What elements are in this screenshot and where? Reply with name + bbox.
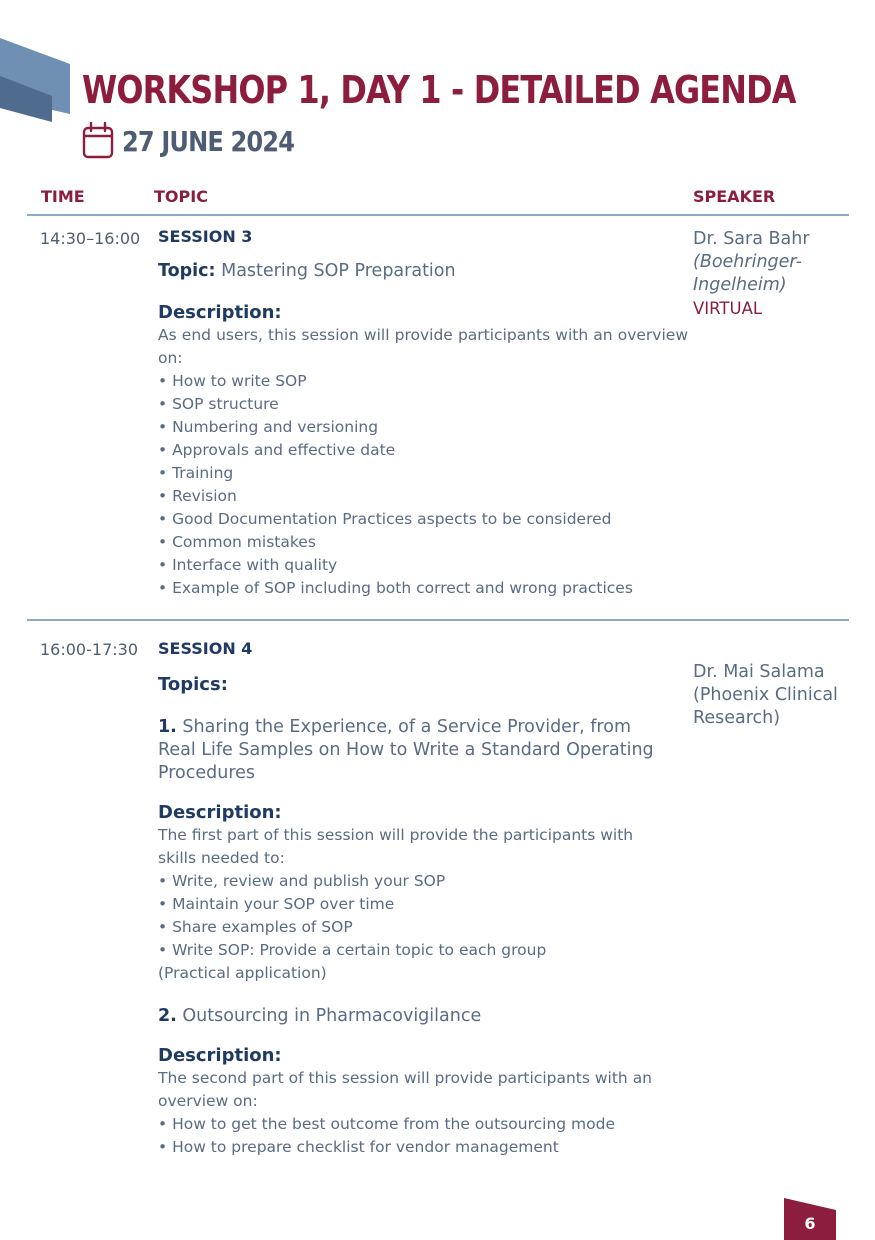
session-4-part-2-description-label: Description: xyxy=(158,1045,282,1066)
corner-decoration xyxy=(0,38,72,126)
column-header-speaker: SPEAKER xyxy=(693,187,776,206)
list-item: • Write SOP: Provide a certain topic to each group xyxy=(158,941,547,959)
session-3-title: SESSION 3 xyxy=(158,227,253,246)
session-4-part-1-description-intro: The first part of this session will provide the participants with skills needed to: xyxy=(158,826,634,867)
page-title: WORKSHOP 1, DAY 1 - DETAILED AGENDA xyxy=(82,68,796,112)
list-item: • Common mistakes xyxy=(158,533,316,551)
session-3-description-label: Description: xyxy=(158,302,282,323)
session-3-details xyxy=(158,260,688,600)
list-item: • Good Documentation Practices aspects to be considered xyxy=(158,510,612,528)
list-item: • How to write SOP xyxy=(158,372,307,390)
session-4-part-2-title: 2. Outsourcing in Pharmacovigilance xyxy=(158,1006,482,1026)
list-item: • Maintain your SOP over time xyxy=(158,895,395,913)
speaker-mode-badge: VIRTUAL xyxy=(693,299,763,318)
session-4-details xyxy=(158,673,673,1159)
header-divider xyxy=(27,214,849,216)
list-item: • How to get the best outcome from the outsourcing mode xyxy=(158,1115,615,1133)
list-item: • Approvals and effective date xyxy=(158,441,396,459)
session-3-time: 14:30–16:00 xyxy=(40,229,141,248)
list-item: • Example of SOP including both correct and wrong practices xyxy=(158,579,633,597)
session-3-description-intro: As end users, this session will provide participants with an overview on: xyxy=(158,326,688,367)
list-item: • How to prepare checklist for vendor management xyxy=(158,1138,559,1156)
list-item: • Numbering and versioning xyxy=(158,418,379,436)
speaker-name: Dr. Mai Salama xyxy=(693,662,825,682)
session-4-speaker xyxy=(693,661,853,730)
event-date: 27 JUNE 2024 xyxy=(122,124,295,158)
session-divider xyxy=(27,619,849,621)
column-header-topic: TOPIC xyxy=(154,187,208,206)
list-item: • Revision xyxy=(158,487,237,505)
date-row xyxy=(82,122,322,160)
speaker-affiliation: (Phoenix Clinical Research) xyxy=(693,685,838,728)
session-4-part-2-description-intro: The second part of this session will provide participants with an overview on: xyxy=(158,1069,653,1110)
session-4-time: 16:00-17:30 xyxy=(40,640,138,659)
list-item-note: (Practical application) xyxy=(158,964,327,982)
list-item: • Write, review and publish your SOP xyxy=(158,872,446,890)
session-4-part-1-description-label: Description: xyxy=(158,802,282,823)
session-4-part-1-title: 1. Sharing the Experience, of a Service Provider, from Real Life Samples on How to Write a Standard Operating Procedures xyxy=(158,717,654,783)
session-4-topics-label: Topics: xyxy=(158,674,228,695)
list-item: • Share examples of SOP xyxy=(158,918,353,936)
column-header-time: TIME xyxy=(41,187,85,206)
calendar-icon xyxy=(82,122,114,160)
session-4-title: SESSION 4 xyxy=(158,639,253,658)
list-item: • SOP structure xyxy=(158,395,279,413)
list-item: • Interface with quality xyxy=(158,556,338,574)
session-3-topic: Topic: Mastering SOP Preparation xyxy=(158,261,456,281)
page-number: 6 xyxy=(804,1214,816,1233)
list-item: • Training xyxy=(158,464,234,482)
speaker-affiliation: (Boehringer-Ingelheim) xyxy=(693,252,802,295)
session-3-speaker xyxy=(693,228,821,320)
speaker-name: Dr. Sara Bahr xyxy=(693,229,810,249)
